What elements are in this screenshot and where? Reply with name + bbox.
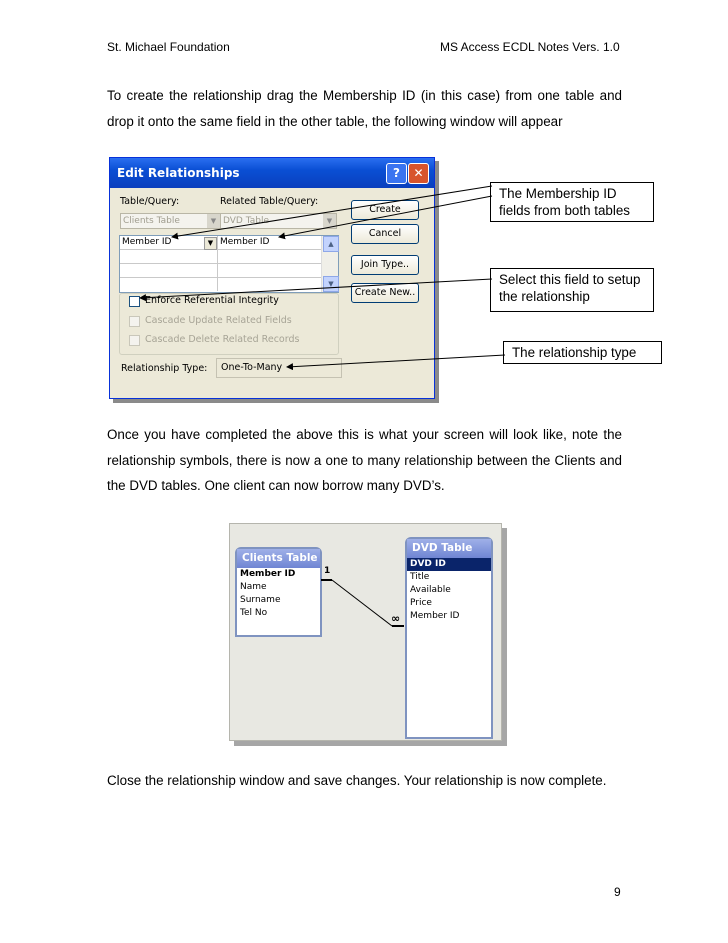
- chevron-down-icon[interactable]: ▼: [207, 214, 220, 228]
- dvd-field[interactable]: Available: [410, 585, 451, 595]
- page-number: 9: [614, 885, 621, 899]
- table-query-value: Clients Table: [123, 216, 180, 226]
- callout-membership: The Membership ID fields from both tables: [490, 182, 654, 222]
- header-left: St. Michael Foundation: [107, 40, 230, 54]
- closing-text: Close the relationship window and save changes. Your relationship is now complete.: [107, 773, 607, 788]
- field-left-value: Member ID: [122, 237, 172, 247]
- join-type-button[interactable]: Join Type..: [351, 255, 419, 275]
- dvd-field[interactable]: DVD ID: [407, 558, 491, 571]
- header-right: MS Access ECDL Notes Vers. 1.0: [440, 40, 620, 54]
- scroll-up-icon[interactable]: ▲: [323, 236, 339, 252]
- relationship-line: [230, 524, 501, 740]
- after-dialog-text: Once you have completed the above this is what your screen will look like, note the relationship symbols, there is now a one to many relationship between the Clients and the DVD tables. One client can now borrow many DVD’s.: [107, 427, 622, 493]
- help-icon[interactable]: ?: [386, 163, 407, 184]
- clients-field[interactable]: Name: [240, 582, 267, 592]
- clients-field[interactable]: Tel No: [240, 608, 268, 618]
- arrow-to-field-right: [279, 196, 492, 237]
- dvd-field[interactable]: Member ID: [410, 611, 460, 621]
- table-query-label: Table/Query:: [120, 196, 180, 207]
- dvd-field[interactable]: Title: [410, 572, 430, 582]
- closing-paragraph: [107, 768, 622, 794]
- create-button[interactable]: Create: [351, 200, 419, 220]
- intro-text: To create the relationship drag the Membership ID (in this case) from one table and drop it onto the same field in the other table, the following window will appear: [107, 88, 622, 129]
- chevron-down-icon[interactable]: ▼: [204, 237, 217, 250]
- chevron-down-icon[interactable]: ▼: [323, 214, 336, 228]
- relationship-type-value: One-To-Many: [216, 358, 342, 378]
- many-symbol: ∞: [391, 612, 401, 625]
- relationship-type-label: Relationship Type:: [121, 363, 208, 374]
- related-table-label: Related Table/Query:: [220, 196, 319, 207]
- clients-field[interactable]: Member ID: [240, 569, 296, 579]
- arrow-to-field-left: [172, 186, 492, 237]
- clients-table-title[interactable]: Clients Table: [237, 549, 320, 568]
- dvd-table-title[interactable]: DVD Table: [407, 539, 491, 558]
- create-new-button[interactable]: Create New..: [351, 283, 419, 303]
- callout-relationship-type: The relationship type: [503, 341, 662, 364]
- cascade-update-label: Cascade Update Related Fields: [145, 315, 292, 326]
- scroll-down-icon[interactable]: ▼: [323, 276, 339, 292]
- related-table-value: DVD Table: [223, 216, 269, 226]
- after-dialog-paragraph: [107, 422, 622, 499]
- relationships-window: [229, 523, 502, 741]
- field-right-value: Member ID: [220, 237, 270, 247]
- cascade-delete-label: Cascade Delete Related Records: [145, 334, 300, 345]
- close-icon[interactable]: ✕: [408, 163, 429, 184]
- arrow-to-rel-type: [287, 355, 505, 367]
- cancel-button[interactable]: Cancel: [351, 224, 419, 244]
- dvd-field[interactable]: Price: [410, 598, 432, 608]
- one-symbol: 1: [324, 566, 331, 576]
- enforce-integrity-label[interactable]: Enforce Referential Integrity: [145, 295, 279, 306]
- clients-field[interactable]: Surname: [240, 595, 281, 605]
- callout-select-field: Select this field to setup the relationship: [490, 268, 654, 312]
- dialog-title: Edit Relationships: [117, 166, 240, 180]
- arrow-to-enforce: [140, 279, 492, 298]
